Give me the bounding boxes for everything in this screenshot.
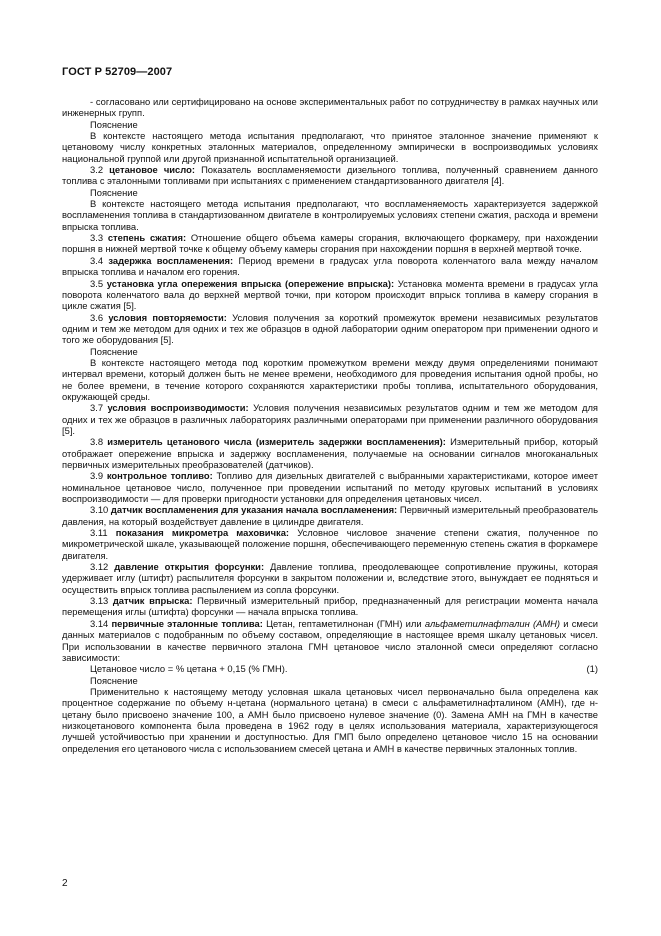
term-definition <box>62 278 598 312</box>
term-definition <box>62 402 598 436</box>
term-text: Измерительный прибор, который отображает опережение впрыска и задержку воспламенения, получаемые на основании сигналов многоканальных первичных измерительных преобразователей (датчиков). <box>62 436 598 470</box>
formula <box>62 663 598 674</box>
note-heading: Пояснение <box>90 674 138 686</box>
term-name: контрольное топливо: <box>106 470 213 482</box>
clause-number: 3.14 <box>90 617 109 629</box>
term-text: Условия получения за короткий промежуток времени независимых результатов одним и тем же методом для одних и тех же образцов в одной лаборатории одним оператором при применении одного и того же оборудования [5]. <box>62 311 598 346</box>
clause-number: 3.8 <box>90 436 104 448</box>
body-paragraph: В контексте настоящего метода под коротким промежутком времени между двумя определениями понимают интервал времени, который должен быть не менее времени, необходимого для проведения испытания одной пробы, но не более времени, в течение которого сохраняются характеристики пробы топлива, испытательного оборудования, окружающей среды. <box>62 356 598 402</box>
note-heading: Пояснение <box>90 345 138 357</box>
term-name: показания микрометра маховичка: <box>115 527 290 539</box>
term-name: датчик впрыска: <box>112 595 193 607</box>
clause-number: 3.2 <box>90 164 104 176</box>
formula-number: (1) <box>586 663 598 675</box>
term-text: Первичный измерительный прибор, предназначенный для регистрации момента начала перемещения иглы (штифта) форсунки — начала впрыска топлива. <box>62 595 598 618</box>
term-text: Топливо для дизельных двигателей с выбранными характеристиками, которое имеет номинальное цетановое число, полученное при проведении испытаний по методу круговых испытаний в условиях воспроизводимости — для проверки пригодности установки для определения цетановых чисел. <box>62 470 598 505</box>
term-definition <box>62 232 598 255</box>
term-text: Условное числовое значение степени сжатия, полученное по микрометрической шкале, указывающей положение поршня, обеспечивающего переменную степень сжатия в форкамере двигателя. <box>62 527 598 561</box>
clause-number: 3.4 <box>90 254 104 266</box>
body-paragraph: - согласовано или сертифицировано на основе экспериментальных работ по сотрудничеству в рамках научных или инженерных групп. <box>62 96 598 119</box>
term-text: Цетан, гептаметилнонан (ГМН) или <box>266 617 425 629</box>
term-text: Период времени в градусах угла поворота коленчатого вала между началом впрыска топлива и началом его горения. <box>62 254 599 278</box>
term-definition <box>62 618 598 663</box>
body-paragraph: Применительно к настоящему методу условная шкала цетановых чисел первоначально была определена как процентное содержание по объему н-цетана (нормального цетана) в смеси с альфаметилнафталином (АМН), где н-цетану было присвоено значение 100, а АМН было присвоено нулевое значение (0). Замена АМН на ГМН в качестве низкоцетанового компонента была проведена в 1962 году в целях использования материала, характеризующегося лучшей устойчивостью при хранении и доступностью. Для ГМП было определено цетановое число 15 на основании определения его цетанового числа с использованием смесей цетана и АМН в качестве первичных эталонных топлив. <box>62 685 598 754</box>
page-number: 2 <box>62 878 68 889</box>
note-heading: Пояснение <box>90 118 138 130</box>
term-definition <box>62 164 598 187</box>
document-body <box>62 96 598 754</box>
term-text: Давление топлива, преодолевающее сопротивление пружины, которая удерживает иглу (штифт) распылителя форсунки в закрытом положении и, вследствие этого, вынуждает ее подняться и осуществить впрыск топлива распылением из сопла форсунки. <box>62 561 599 595</box>
term-definition <box>62 312 598 346</box>
term-definition <box>62 595 598 618</box>
term-definition <box>62 527 598 561</box>
term-name: измеритель цетанового числа (измеритель задержки воспламенения): <box>107 436 446 448</box>
term-name: условия воспроизводимости: <box>107 402 249 414</box>
clause-number: 3.12 <box>90 561 109 573</box>
term-definition <box>62 470 598 504</box>
term-name: датчик воспламенения для указания начала воспламенения: <box>110 504 398 516</box>
term-name: цетановое число: <box>109 164 195 176</box>
clause-number: 3.13 <box>90 595 109 607</box>
term-definition <box>62 255 598 278</box>
term-text: Установка момента времени в градусах угла поворота коленчатого вала до верхней мертвой точки, при котором происходит впрыск топлива в камеру сгорания в цикле сжатия [5]. <box>62 277 598 312</box>
clause-number: 3.3 <box>90 232 104 244</box>
term-name: степень сжатия: <box>107 232 187 244</box>
term-text: Показатель воспламеняемости дизельного топлива, полученный сравнением данного топлива с эталонными топливами при испытаниях с применением стандартизованного двигателя [4]. <box>62 164 599 187</box>
term-name: давление открытия форсунки: <box>114 561 265 573</box>
clause-number: 3.11 <box>90 527 108 539</box>
clause-number: 3.7 <box>90 402 104 414</box>
term-text: Отношение общего объема камеры сгорания, включающего форкамеру, при нахождении поршня в нижней мертвой точке к общему объему камеры сгорания при нахождении поршня в верхней мертвой точке. <box>62 232 599 255</box>
clause-number: 3.9 <box>90 470 104 482</box>
term-italic: альфаметилнафталин (АМН) <box>424 617 561 629</box>
term-name: условия повторяемости: <box>108 311 227 323</box>
term-text: и смеси данных материалов с подобранным по объему составом, определяющие в настоящее время шкалу цетановых чисел. При использовании в качестве первичного эталона ГМН цетановое число эталонной смеси определяют согласно зависимости: <box>62 617 598 663</box>
term-definition <box>62 436 598 470</box>
term-definition <box>62 561 598 595</box>
term-name: установка угла опережения впрыска (опережение впрыска): <box>106 277 395 289</box>
term-definition <box>62 504 598 527</box>
term-text: Условия получения независимых результатов одним и тем же методом для одних и тех же образцов в различных лабораториях различными операторами при применении различного оборудования [5]. <box>62 402 599 436</box>
standard-header: ГОСТ Р 52709—2007 <box>62 66 173 78</box>
note-heading: Пояснение <box>90 186 138 198</box>
term-name: первичные эталонные топлива: <box>111 617 263 629</box>
term-text: Первичный измерительный преобразователь давления, на который воздействует давление в цилиндре двигателя. <box>62 504 598 527</box>
formula-expression: Цетановое число = % цетана + 0,15 (% ГМН). <box>90 663 288 675</box>
clause-number: 3.5 <box>90 277 104 289</box>
term-name: задержка воспламенения: <box>108 254 234 266</box>
body-paragraph: В контексте настоящего метода испытания предполагают, что воспламеняемость характеризуется задержкой воспламенения топлива в стандартизованном двигателе в контролируемых условиях степени сжатия, расхода и времени впрыска топлива. <box>62 198 598 232</box>
clause-number: 3.10 <box>90 504 109 516</box>
body-paragraph: В контексте настоящего метода испытания предполагают, что принятое эталонное значение применяют к цетановому числу конкретных эталонных материалов, определенному эмпирически в воспроизводимых условиях национальной группой или другой признанной испытательной организацией. <box>62 130 598 164</box>
clause-number: 3.6 <box>90 311 104 323</box>
